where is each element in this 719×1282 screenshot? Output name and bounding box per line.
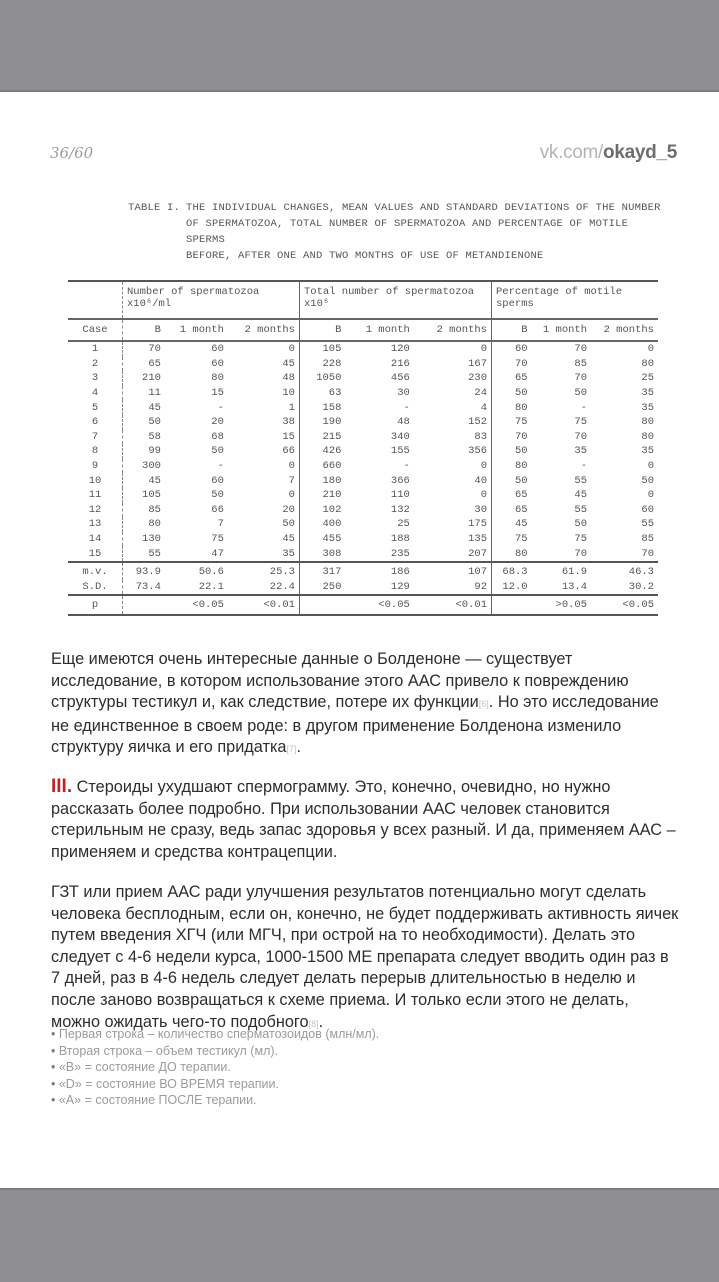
paragraph-hcg [51, 882, 681, 1035]
table-cell: 25 [641, 372, 654, 385]
table-cell: 45 [574, 489, 588, 502]
table-cell: - [403, 401, 410, 414]
caption-line-2: OF SPERMATOZOA, TOTAL NUMBER OF SPERMATOZOA AND PERCENTAGE OF MOTILE SPERMS [186, 218, 629, 246]
row-label: p [68, 595, 123, 615]
table-cell [492, 595, 532, 615]
table-cell: 93.9 [123, 562, 165, 580]
table-cell: 48 [228, 371, 300, 386]
table-cell: 50 [515, 445, 528, 458]
column-header: 1 month [532, 319, 591, 341]
table-cell: 135 [414, 532, 492, 547]
table-cell: 85 [574, 357, 588, 370]
table-cell: 25.3 [228, 562, 300, 580]
table-row [68, 357, 658, 372]
column-header: 1 month [165, 319, 228, 341]
table-cell: 55 [148, 547, 161, 560]
table-cell: 30 [397, 387, 410, 400]
row-label: 13 [68, 517, 123, 532]
page-indicator: 36/60 [50, 144, 94, 162]
table-cell: 455 [322, 533, 342, 546]
table-cell: 120 [390, 343, 410, 356]
table-cell: 50 [211, 445, 224, 458]
table-cell: 35 [641, 387, 654, 400]
table-cell: 366 [390, 474, 410, 487]
sd-row [68, 580, 658, 596]
column-header: 1 month [345, 319, 413, 341]
table-cell: 12.0 [502, 580, 528, 593]
table-cell: 1050 [316, 372, 342, 385]
table-cell: 215 [322, 430, 342, 443]
table-cell: 25 [397, 518, 410, 531]
table-cell: 228 [322, 357, 342, 370]
table-cell: 61.9 [532, 562, 591, 580]
table-cell: 60 [211, 474, 224, 487]
table-cell: 80 [515, 401, 528, 414]
note-item: • «A» = состояние ПОСЛЕ терапии. [51, 1092, 379, 1109]
table-cell: 80 [515, 460, 528, 473]
table-cell: 210 [322, 489, 342, 502]
table-row [68, 341, 658, 357]
table-cell: 60 [211, 357, 224, 370]
paragraph-section-iii [51, 776, 681, 863]
table-cell: - [403, 460, 410, 473]
row-label: 7 [68, 430, 123, 445]
table-cell: 75 [574, 416, 588, 429]
table-cell: 1 [228, 400, 300, 415]
table-cell: 80 [211, 372, 224, 385]
table-cell: 0 [228, 459, 300, 474]
row-label: 9 [68, 459, 123, 474]
table-row [68, 371, 658, 386]
table-cell: <0.01 [228, 595, 300, 615]
table-cell: 70 [574, 372, 588, 385]
table-cell: 7 [217, 518, 224, 531]
table-row [68, 415, 658, 430]
table-cell: 45 [228, 532, 300, 547]
table-row [68, 400, 658, 415]
table-cell: 317 [299, 562, 345, 580]
column-header: B [299, 319, 345, 341]
table-cell: 15 [211, 387, 224, 400]
table-cell: 216 [390, 357, 410, 370]
row-label: 4 [68, 386, 123, 401]
table-cell: <0.05 [591, 595, 658, 615]
table-cell: 50 [641, 474, 654, 487]
table-cell: 15 [228, 430, 300, 445]
table-cell: 0 [414, 459, 492, 474]
row-label: 2 [68, 357, 123, 372]
table-cell [123, 595, 165, 615]
table-cell: 85 [641, 533, 654, 546]
p3-end: . [318, 1012, 324, 1031]
group-header-total: Total number of spermatozoa x10⁶ [299, 281, 491, 319]
notes-list [51, 1026, 379, 1109]
table-cell: 0 [228, 341, 300, 357]
top-viewer-bar [0, 0, 719, 92]
table-cell: 65 [515, 489, 528, 502]
table-cell: 68.3 [492, 562, 532, 580]
table-cell: 175 [414, 517, 492, 532]
section-number: III. [51, 776, 73, 797]
table-cell: 188 [390, 533, 410, 546]
row-label: 8 [68, 444, 123, 459]
table-cell: 80 [641, 357, 654, 370]
table-cell: 152 [414, 415, 492, 430]
bottom-viewer-bar [0, 1188, 719, 1282]
table-cell: 167 [414, 357, 492, 372]
table-cell: 45 [148, 474, 161, 487]
paragraph-boldenone [51, 649, 681, 761]
table-cell: 20 [228, 503, 300, 518]
table-cell: 155 [390, 445, 410, 458]
table-row [68, 532, 658, 547]
table-label: TABLE I. [128, 202, 181, 214]
table-cell: <0.05 [165, 595, 228, 615]
table-cell: 50 [574, 387, 588, 400]
table-cell: 107 [414, 562, 492, 580]
table-cell: 63 [328, 387, 342, 400]
table-row [68, 503, 658, 518]
table-cell: 60 [641, 503, 654, 516]
table-cell: 456 [390, 372, 410, 385]
table-row [68, 546, 658, 562]
table-cell: 70 [574, 547, 588, 560]
table-caption [128, 200, 672, 264]
table-cell: 130 [142, 533, 161, 546]
column-header: 2 months [228, 319, 300, 341]
table-cell: 110 [390, 489, 410, 502]
table-cell: 80 [641, 416, 654, 429]
table-cell: 45 [148, 401, 161, 414]
data-table [68, 280, 658, 616]
table-row [68, 459, 658, 474]
brand-name: okayd_5 [603, 142, 677, 163]
table-cell: 80 [148, 518, 161, 531]
row-label: S.D. [68, 580, 123, 596]
table-cell: 50 [211, 489, 224, 502]
table-cell: 10 [228, 386, 300, 401]
corner-cell [68, 281, 123, 319]
reference-7[interactable]: [7] [286, 744, 297, 755]
table-cell: 55 [574, 503, 588, 516]
table-cell: 50 [574, 518, 588, 531]
row-label: 6 [68, 415, 123, 430]
table-cell: 35 [574, 445, 588, 458]
table-cell: 0 [414, 341, 492, 357]
table-cell: 66 [211, 503, 224, 516]
table-cell: 105 [142, 489, 161, 502]
table-cell: 22.4 [228, 580, 300, 596]
table-cell: 60 [211, 343, 224, 356]
table-cell: 186 [345, 562, 413, 580]
table-cell: 47 [211, 547, 224, 560]
table-cell: 65 [515, 372, 528, 385]
table-cell: 46.3 [591, 562, 658, 580]
table-cell: - [217, 460, 224, 473]
table-cell: 207 [414, 546, 492, 562]
table-cell: 210 [142, 372, 161, 385]
table-row [68, 444, 658, 459]
table-cell: 45 [515, 518, 528, 531]
table-cell: 102 [322, 503, 342, 516]
table-cell: 50 [515, 474, 528, 487]
table-cell: 38 [228, 415, 300, 430]
p1-text-b: . Но это исследование не единственное в своем роде: в другом применение Болденона изменило структуру яичка и его придатка [51, 693, 659, 757]
reference-8[interactable]: [8] [308, 1018, 319, 1029]
row-label: 10 [68, 473, 123, 488]
table-cell: 70 [148, 343, 161, 356]
scanned-table-figure [62, 200, 672, 616]
table-row [68, 517, 658, 532]
table-cell: 158 [322, 401, 342, 414]
table-cell: 66 [228, 444, 300, 459]
table-cell: 75 [515, 416, 528, 429]
table-cell: 0 [647, 460, 654, 473]
row-label: m.v. [68, 562, 123, 580]
note-item: • «D» = состояние ВО ВРЕМЯ терапии. [51, 1076, 379, 1093]
table-cell: 30.2 [628, 580, 654, 593]
p3-text: ГЗТ или прием ААС ради улучшения результатов потенциально могут сделать человека бесплодным, если он, конечно, не будет поддерживать активность яичек путем введения ХГЧ (или МГЧ, при острой на то необходимости). Делать это следует с 4-6 недели курса, 1000-1500 МЕ препарата следует вводить один раз в 7 дней, раз в 4-6 недель следует делать перерыв длительностью в неделю и после заново возвращаться к схеме приема. И только если этого не делать, можно ожидать чего-то подобного [51, 883, 679, 1031]
table-cell: 92 [414, 580, 492, 596]
table-cell: 4 [414, 400, 492, 415]
table-cell: 60 [515, 343, 528, 356]
table-row [68, 430, 658, 445]
table-row [68, 473, 658, 488]
group-header-count: Number of spermatozoa x10⁶/ml [123, 281, 300, 319]
table-cell: - [580, 401, 588, 414]
table-cell: 70 [515, 430, 528, 443]
row-label: 5 [68, 400, 123, 415]
table-cell: - [580, 460, 588, 473]
table-cell: 340 [390, 430, 410, 443]
table-cell: <0.05 [345, 595, 413, 615]
table-cell: 70 [641, 547, 654, 560]
row-label: 14 [68, 532, 123, 547]
p1-text-a: Еще имеются очень интересные данные о Болденоне — существует исследование, в котором использование этого ААС привело к повреждению структуры тестикул и, как следствие, потере их функции [51, 650, 629, 712]
table-cell: 40 [414, 473, 492, 488]
table-cell: 0 [228, 488, 300, 503]
table-cell: 75 [574, 533, 588, 546]
table-cell: 35 [228, 546, 300, 562]
table-cell: 75 [211, 533, 224, 546]
reference-6[interactable]: [6] [478, 699, 489, 710]
table-cell: 80 [641, 430, 654, 443]
table-cell: 22.1 [198, 580, 224, 593]
table-cell: 55 [574, 474, 588, 487]
note-item: • Первая строка – количество сперматозоидов (млн/мл). [51, 1026, 379, 1043]
table-cell: 70 [574, 430, 588, 443]
table-cell [299, 595, 345, 615]
note-item: • «B» = состояние ДО терапии. [51, 1059, 379, 1076]
table-cell: 50 [148, 416, 161, 429]
table-cell: 65 [515, 503, 528, 516]
table-cell: 190 [322, 416, 342, 429]
table-cell: 235 [390, 547, 410, 560]
column-header: 2 months [414, 319, 492, 341]
table-row [68, 386, 658, 401]
table-cell: 105 [322, 343, 342, 356]
column-header: Case [68, 319, 123, 341]
table-cell: 48 [397, 416, 410, 429]
table-cell: 0 [647, 343, 654, 356]
table-cell: 132 [390, 503, 410, 516]
table-row [68, 488, 658, 503]
table-cell: 80 [515, 547, 528, 560]
table-cell: 75 [515, 533, 528, 546]
column-header: B [492, 319, 532, 341]
table-cell: 70 [574, 343, 588, 356]
table-cell: 20 [211, 416, 224, 429]
caption-line-3: BEFORE, AFTER ONE AND TWO MONTHS OF USE OF METANDIENONE [186, 250, 544, 262]
group-header-motile: Percentage of motile sperms [492, 281, 659, 319]
table-cell: 30 [414, 503, 492, 518]
row-label: 15 [68, 546, 123, 562]
table-cell: 50 [515, 387, 528, 400]
column-header: B [123, 319, 165, 341]
table-cell: 85 [148, 503, 161, 516]
brand-prefix: vk.com/ [539, 142, 604, 163]
row-label: 1 [68, 341, 123, 357]
table-cell: 45 [228, 357, 300, 372]
table-cell: 55 [641, 518, 654, 531]
p1-text-c: . [296, 738, 302, 757]
row-label: 12 [68, 503, 123, 518]
row-label: 11 [68, 488, 123, 503]
table-cell: 300 [142, 460, 161, 473]
table-cell: 83 [414, 430, 492, 445]
caption-line-1: THE INDIVIDUAL CHANGES, MEAN VALUES AND STANDARD DEVIATIONS OF THE NUMBER [186, 202, 661, 214]
table-cell: 180 [322, 474, 342, 487]
table-cell: 24 [414, 386, 492, 401]
p-value-row [68, 595, 658, 615]
table-cell: <0.01 [414, 595, 492, 615]
table-cell: 11 [148, 387, 161, 400]
table-cell: >0.05 [532, 595, 591, 615]
table-cell: 660 [322, 460, 342, 473]
table-cell: 129 [390, 580, 410, 593]
note-item: • Вторая строка – объем тестикул (мл). [51, 1043, 379, 1060]
table-cell: 50 [228, 517, 300, 532]
p2-text: Стероиды ухудшают спермограмму. Это, конечно, очевидно, но нужно рассказать более подробно. При использовании ААС человек становится стерильным не сразу, ведь запас здоровья у всех разный. И да, применяем ААС – применяем и средства контрацепции. [51, 778, 676, 861]
table-cell: 70 [515, 357, 528, 370]
table-cell: - [217, 401, 224, 414]
table-cell: 0 [414, 488, 492, 503]
table-cell: 35 [641, 401, 654, 414]
table-cell: 35 [641, 445, 654, 458]
table-cell: 230 [414, 371, 492, 386]
table-cell: 50.6 [165, 562, 228, 580]
row-label: 3 [68, 371, 123, 386]
table-cell: 13.4 [561, 580, 588, 593]
table-cell: 356 [414, 444, 492, 459]
table-cell: 250 [322, 580, 342, 593]
mean-row [68, 562, 658, 580]
column-header: 2 months [591, 319, 658, 341]
document-page [0, 92, 719, 1188]
table-cell: 426 [322, 445, 342, 458]
table-cell: 400 [322, 518, 342, 531]
table-cell: 308 [322, 547, 342, 560]
table-cell: 73.4 [135, 580, 161, 593]
table-cell: 7 [228, 473, 300, 488]
table-cell: 99 [148, 445, 161, 458]
table-cell: 58 [148, 430, 161, 443]
brand-link[interactable] [540, 142, 677, 164]
table-cell: 65 [148, 357, 161, 370]
table-cell: 68 [211, 430, 224, 443]
table-cell: 0 [647, 489, 654, 502]
